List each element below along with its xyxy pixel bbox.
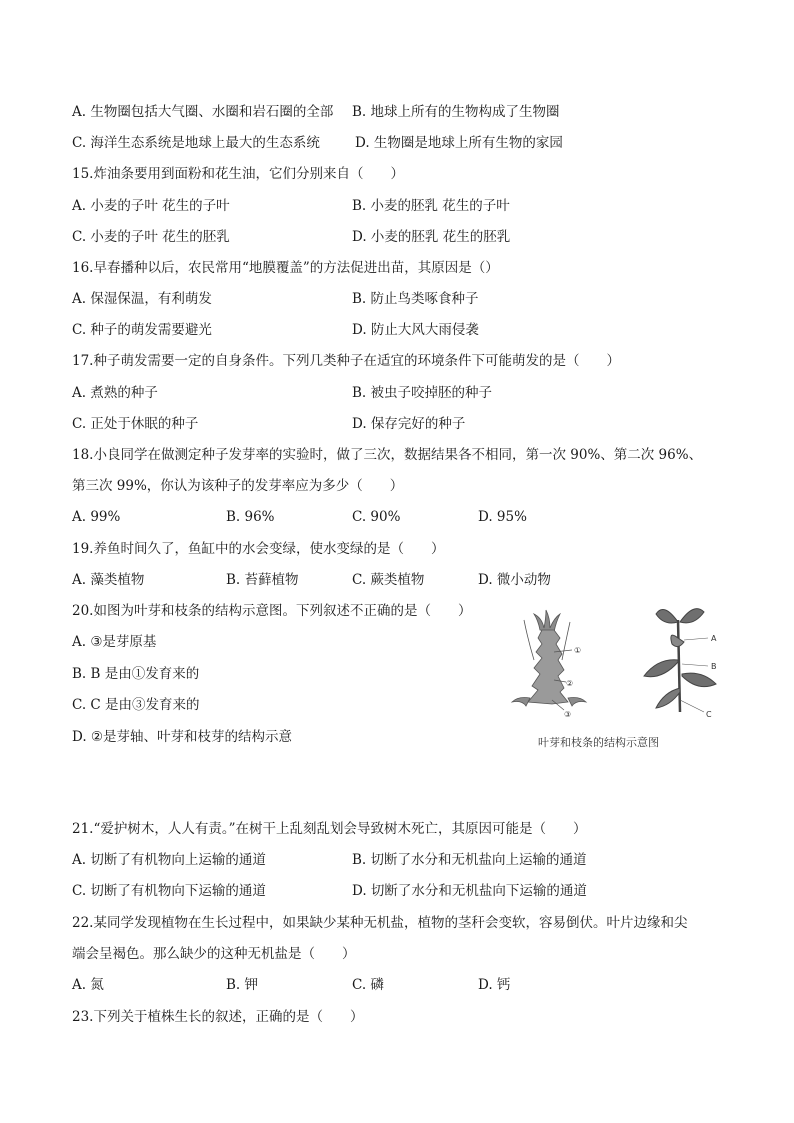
q18-option-b: B. 96% [226,509,275,525]
q18-option-d: D. 95% [478,509,527,525]
q16-stem: 16.早春播种以后，农民常用“地膜覆盖”的方法促进出苗，其原因是（） [72,260,499,276]
q21-option-b: B. 切断了水分和无机盐向上运输的通道 [352,852,587,868]
q20-option-c: C. C 是由③发育来的 [72,697,200,713]
label-C: C [706,710,712,719]
q20-option-b: B. B 是由①发育来的 [72,666,200,682]
q18-stem-line1: 18.小良同学在做测定种子发芽率的实验时，做了三次，数据结果各不相同，第一次 90%、第二次 96%、 [72,447,703,463]
q23-stem: 23.下列关于植株生长的叙述，正确的是（ ） [72,1009,364,1025]
label-1: ① [574,646,582,655]
q15-option-c: C. 小麦的子叶 花生的胚乳 [72,229,230,245]
label-B: B [711,662,717,671]
q22-option-d: D. 钙 [478,977,511,993]
bud-and-branch-figure [508,600,733,760]
q15-option-a: A. 小麦的子叶 花生的子叶 [72,198,230,214]
q19-option-a: A. 藻类植物 [72,572,145,588]
q17-option-c: C. 正处于休眠的种子 [72,416,199,432]
q22-option-a: A. 氮 [72,977,104,993]
q20-stem: 20.如图为叶芽和枝条的结构示意图。下列叙述不正确的是（ ） [72,603,472,619]
q19-option-d: D. 微小动物 [478,572,551,588]
q18-stem-line2: 第三次 99%，你认为该种子的发芽率应为多少（ ） [72,478,404,494]
q16-option-a: A. 保湿保温，有利萌发 [72,291,212,307]
label-2: ② [566,679,574,688]
leaf-bud-drawing [512,610,586,706]
q16-option-b: B. 防止鸟类啄食种子 [352,291,479,307]
q19-stem: 19.养鱼时间久了，鱼缸中的水会变绿，使水变绿的是（ ） [72,541,445,557]
q17-option-d: D. 保存完好的种子 [352,416,466,432]
q15-option-b: B. 小麦的胚乳 花生的子叶 [352,198,510,214]
q19-option-b: B. 苔藓植物 [226,572,299,588]
q14-option-c: C. 海洋生态系统是地球上最大的生态系统 [72,135,320,151]
q18-option-c: C. 90% [352,509,401,525]
q22-stem-line2: 端会呈褐色。那么缺少的这种无机盐是（ ） [72,946,356,962]
q22-stem-line1: 22.某同学发现植物在生长过程中，如果缺少某种无机盐，植物的茎秆会变软，容易倒伏。叶片边缘和尖 [72,915,688,931]
figure-caption: 叶芽和枝条的结构示意图 [538,736,659,749]
q22-option-c: C. 磷 [352,977,384,993]
q21-option-d: D. 切断了水分和无机盐向下运输的通道 [352,883,587,899]
q17-stem: 17.种子萌发需要一定的自身条件。下列几类种子在适宜的环境条件下可能萌发的是（ ） [72,353,620,369]
branch-drawing [644,609,716,712]
q16-option-c: C. 种子的萌发需要避光 [72,322,212,338]
q15-stem: 15.炸油条要用到面粉和花生油，它们分别来自（ ） [72,166,404,182]
q18-option-a: A. 99% [72,509,121,525]
q21-option-c: C. 切断了有机物向下运输的通道 [72,883,266,899]
q14-option-a: A. 生物圈包括大气圈、水圈和岩石圈的全部 [72,104,334,120]
q14-option-d: D. 生物圈是地球上所有生物的家园 [355,135,563,151]
q17-option-a: A. 煮熟的种子 [72,385,158,401]
bud-and-branch-diagram [508,600,733,730]
q17-option-b: B. 被虫子咬掉胚的种子 [352,385,493,401]
q19-option-c: C. 蕨类植物 [352,572,425,588]
q20-option-a: A. ③是芽原基 [72,634,157,650]
q21-option-a: A. 切断了有机物向上运输的通道 [72,852,266,868]
label-A: A [711,634,717,643]
q21-stem: 21.“爱护树木，人人有责。”在树干上乱刻乱划会导致树木死亡，其原因可能是（ ） [72,821,587,837]
q20-option-d: D. ②是芽轴、叶芽和枝芽的结构示意 [72,729,293,745]
q16-option-d: D. 防止大风大雨侵袭 [352,322,479,338]
q14-option-b: B. 地球上所有的生物构成了生物圈 [352,104,560,120]
label-3: ③ [564,710,572,719]
q15-option-d: D. 小麦的胚乳 花生的胚乳 [352,229,511,245]
q22-option-b: B. 钾 [226,977,259,993]
